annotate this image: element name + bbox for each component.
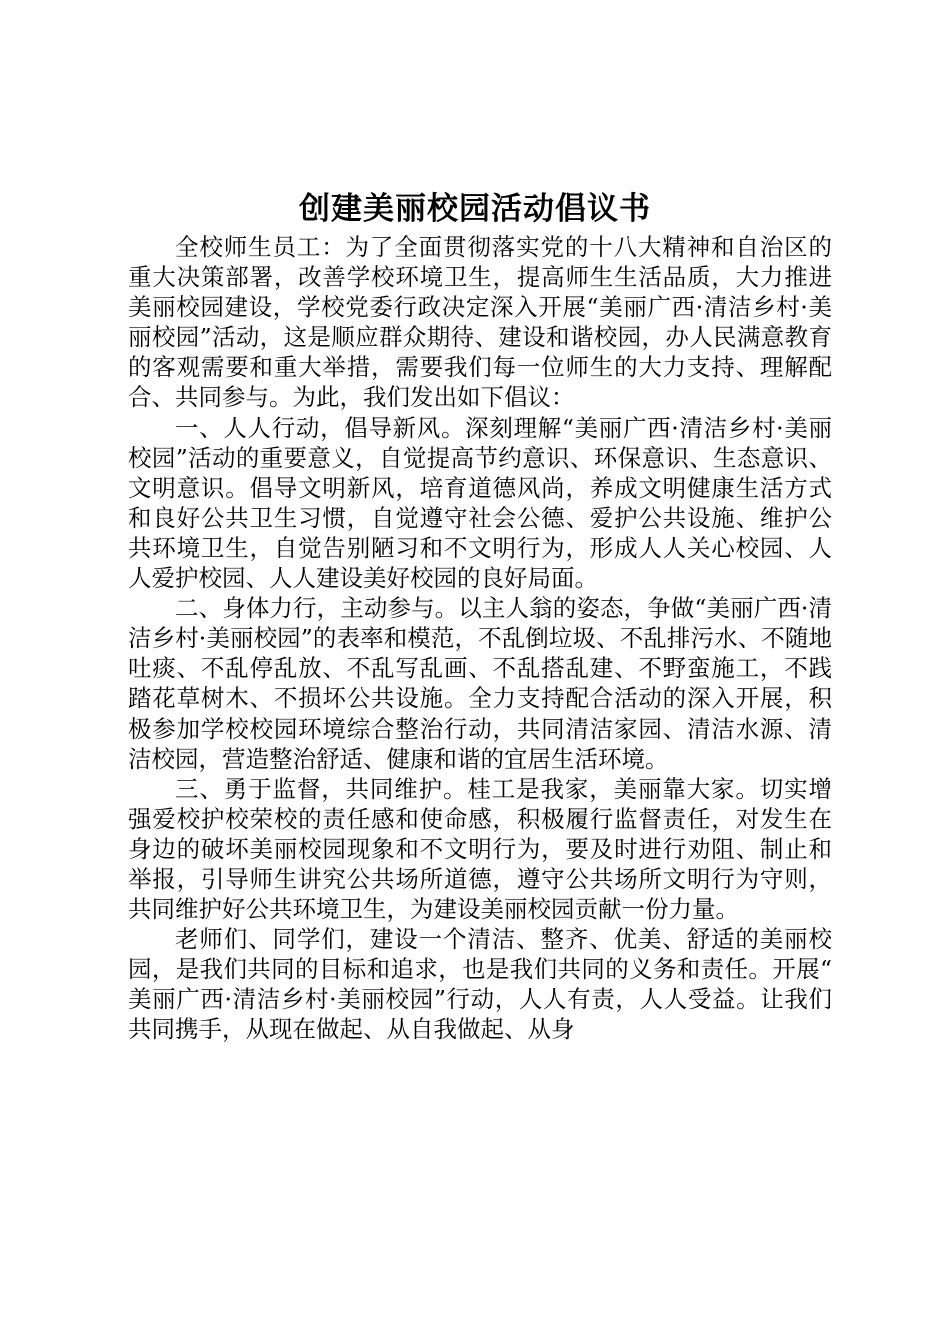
paragraph-closing: 老师们、同学们，建设一个清洁、整齐、优美、舒适的美丽校园，是我们共同的目标和追求，也是我们共同的义务和责任。开展“美丽广西·清洁乡村·美丽校园”行动，人人有责，人人受益。让我们共同携手，从现在做起、从自我做起、从身 — [128, 925, 832, 1044]
paragraph-point-two: 二、身体力行，主动参与。以主人翁的姿态，争做“美丽广西·清洁乡村·美丽校园”的表率和模范，不乱倒垃圾、不乱排污水、不随地吐痰、不乱停乱放、不乱写乱画、不乱搭乱建、不野蛮施工，不践踏花草树木、不损坏公共设施。全力支持配合活动的深入开展，积极参加学校校园环境综合整治行动，共同清洁家园、清洁水源、清洁校园，营造整治舒适、健康和谐的宜居生活环境。 — [128, 594, 832, 773]
paragraph-point-three: 三、勇于监督，共同维护。桂工是我家，美丽靠大家。切实增强爱校护校荣校的责任感和使命感，积极履行监督责任，对发生在身边的破坏美丽校园现象和不文明行为，要及时进行劝阻、制止和举报，引导师生讲究公共场所道德，遵守公共场所文明行为守则，共同维护好公共环境卫生，为建设美丽校园贡献一份力量。 — [128, 774, 832, 924]
document-title: 创建美丽校园活动倡议书 — [299, 191, 651, 227]
paragraph-point-one: 一、人人行动，倡导新风。深刻理解“美丽广西·清洁乡村·美丽校园”活动的重要意义，自觉提高节约意识、环保意识、生态意识、文明意识。倡导文明新风，培育道德风尚，养成文明健康生活方式和良好公共卫生习惯，自觉遵守社会公德、爱护公共设施、维护公共环境卫生，自觉告别陋习和不文明行为，形成人人关心校园、人人爱护校园、人人建设美好校园的良好局面。 — [128, 413, 832, 593]
document-body — [128, 232, 832, 1045]
paragraph-greeting: 全校师生员工：为了全面贯彻落实党的十八大精神和自治区的重大决策部署，改善学校环境卫生，提高师生生活品质，大力推进美丽校园建设，学校党委行政决定深入开展“美丽广西·清洁乡村·美丽校园”活动，这是顺应群众期待、建设和谐校园，办人民满意教育的客观需要和重大举措，需要我们每一位师生的大力支持、理解配合、共同参与。为此，我们发出如下倡议： — [128, 233, 832, 412]
